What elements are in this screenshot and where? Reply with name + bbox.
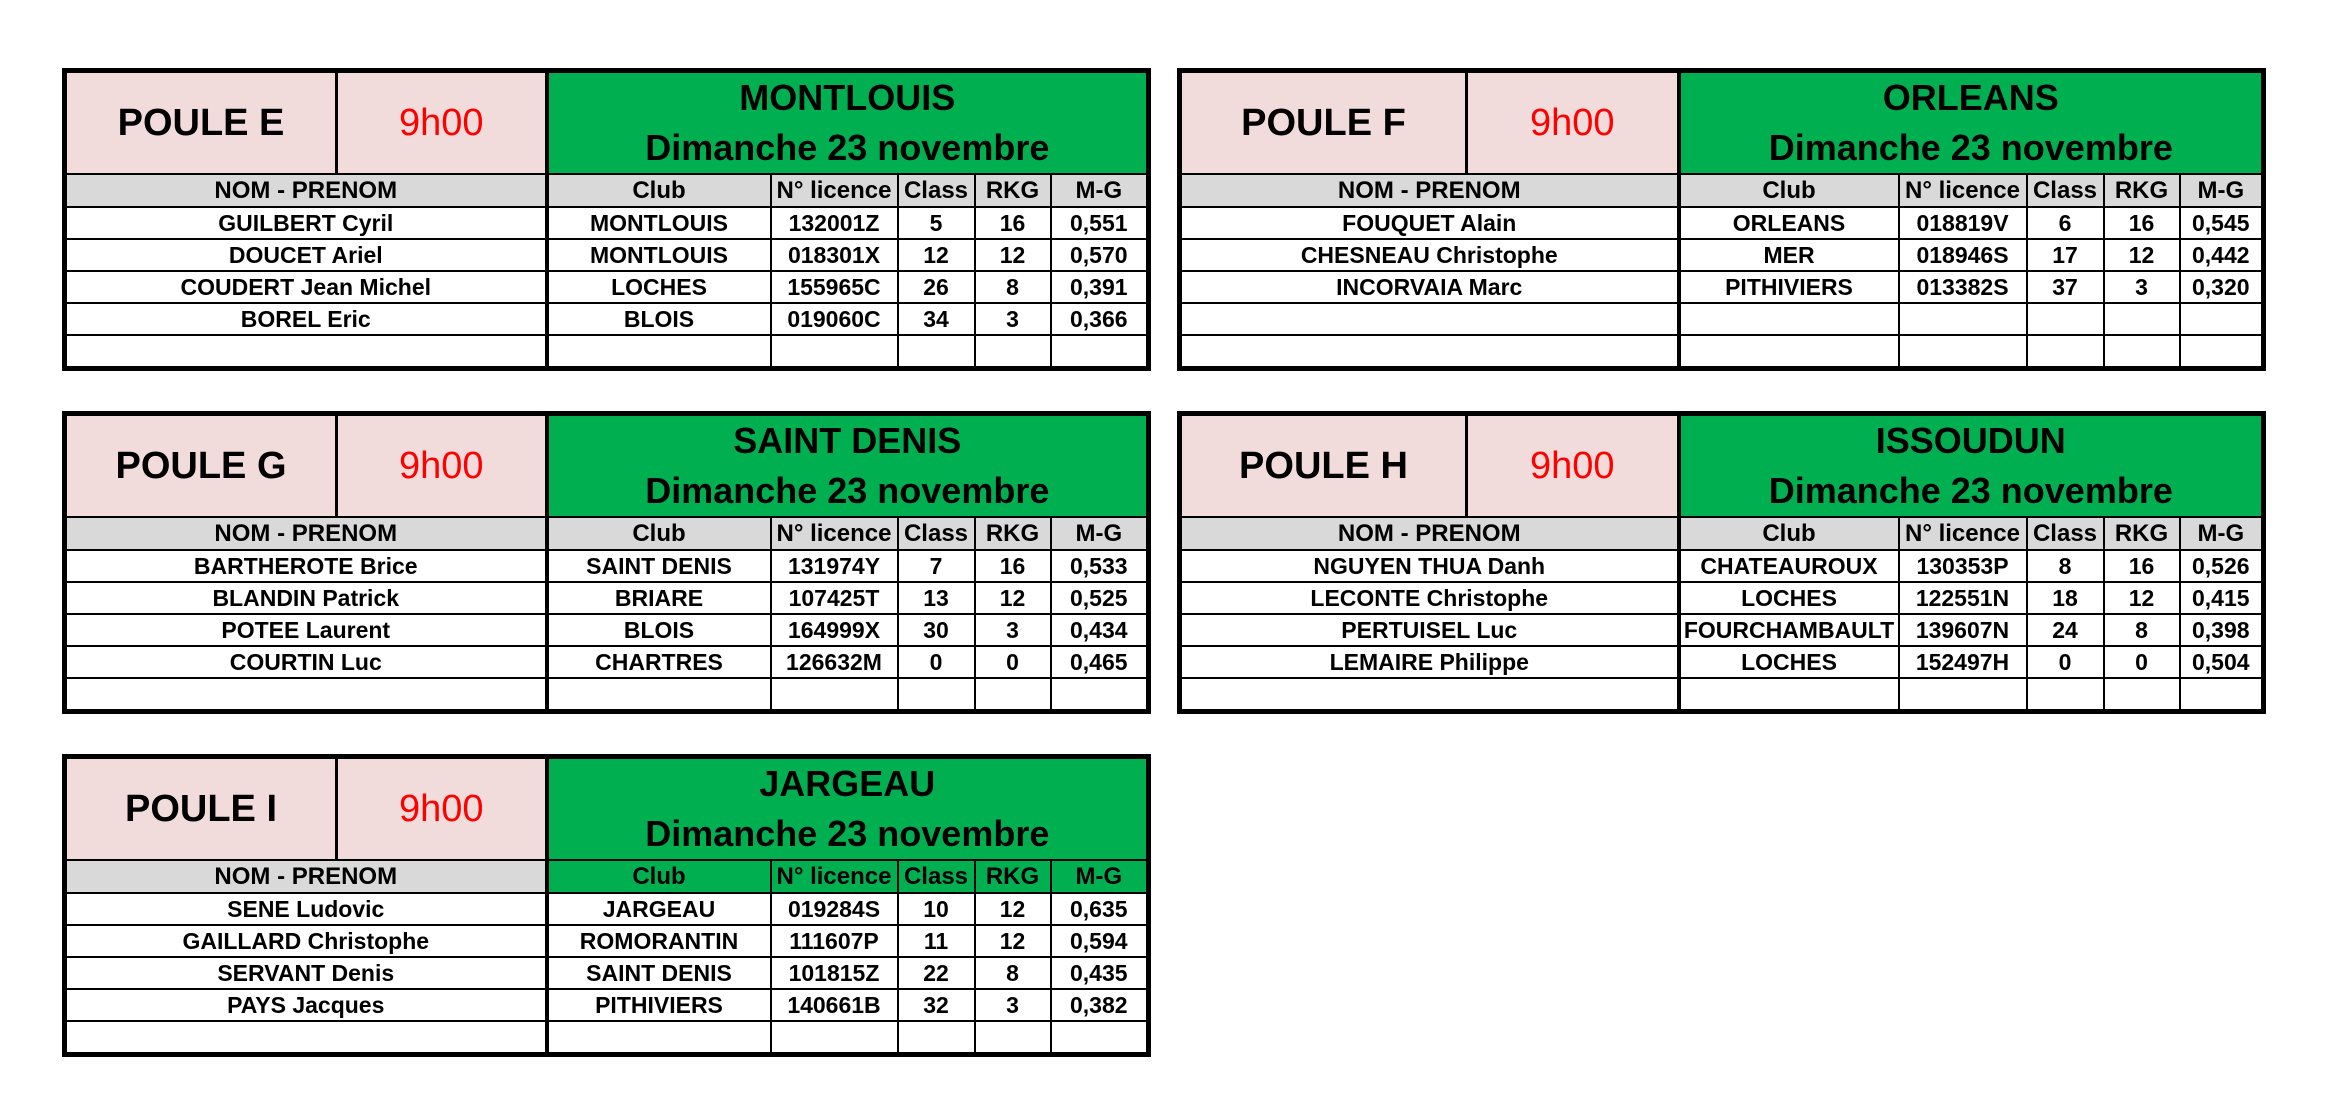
table-row xyxy=(1180,335,2264,369)
col-club-header: Club xyxy=(547,860,771,893)
poule-g-block xyxy=(62,411,1146,714)
table-row xyxy=(65,614,1149,646)
player-name xyxy=(65,1021,547,1055)
poule-i-block xyxy=(62,754,1146,1057)
col-class-header: Class xyxy=(2027,174,2104,207)
player-name: FOUQUET Alain xyxy=(1180,207,1679,239)
poule-title: POULE H xyxy=(1180,414,1467,518)
col-mg-header: M-G xyxy=(1051,860,1149,893)
column-header-row xyxy=(1180,517,2264,550)
player-club xyxy=(547,678,771,712)
player-mg xyxy=(1051,1021,1149,1055)
player-club: CHARTRES xyxy=(547,646,771,678)
table-row xyxy=(65,582,1149,614)
poule-title: POULE F xyxy=(1180,71,1467,175)
player-name: LEMAIRE Philippe xyxy=(1180,646,1679,678)
player-name: SERVANT Denis xyxy=(65,957,547,989)
player-class: 6 xyxy=(2027,207,2104,239)
player-club: BRIARE xyxy=(547,582,771,614)
col-licence-header: N° licence xyxy=(1899,517,2027,550)
col-licence-header: N° licence xyxy=(771,860,898,893)
player-name: SENE Ludovic xyxy=(65,893,547,925)
player-class: 30 xyxy=(898,614,975,646)
player-club xyxy=(1679,335,1899,369)
player-class xyxy=(898,678,975,712)
table-row xyxy=(65,893,1149,925)
player-mg: 0,525 xyxy=(1051,582,1149,614)
poule-title: POULE G xyxy=(65,414,337,518)
player-licence: 019060C xyxy=(771,303,898,335)
table-row xyxy=(65,925,1149,957)
col-name-header: NOM - PRENOM xyxy=(1180,517,1679,550)
table-row xyxy=(1180,303,2264,335)
table-row xyxy=(1180,582,2264,614)
player-mg: 0,398 xyxy=(2180,614,2264,646)
table-row xyxy=(1180,207,2264,239)
player-class: 8 xyxy=(2027,550,2104,582)
player-rkg: 12 xyxy=(975,582,1051,614)
player-rkg: 0 xyxy=(2104,646,2180,678)
player-rkg: 3 xyxy=(975,303,1051,335)
player-licence xyxy=(771,335,898,369)
poule-venue xyxy=(547,414,1149,518)
player-class: 22 xyxy=(898,957,975,989)
col-class-header: Class xyxy=(898,860,975,893)
player-name: COUDERT Jean Michel xyxy=(65,271,547,303)
player-class: 5 xyxy=(898,207,975,239)
table-row xyxy=(65,646,1149,678)
poule-h-block xyxy=(1177,411,2261,714)
poule-time: 9h00 xyxy=(1467,414,1679,518)
poule-title: POULE I xyxy=(65,757,337,861)
player-rkg: 8 xyxy=(2104,614,2180,646)
player-class: 0 xyxy=(2027,646,2104,678)
player-mg: 0,551 xyxy=(1051,207,1149,239)
player-name: PAYS Jacques xyxy=(65,989,547,1021)
poule-venue xyxy=(1679,414,2264,518)
col-mg-header: M-G xyxy=(2180,517,2264,550)
player-club xyxy=(1679,678,1899,712)
player-rkg xyxy=(975,335,1051,369)
col-mg-header: M-G xyxy=(2180,174,2264,207)
player-mg: 0,594 xyxy=(1051,925,1149,957)
player-class: 13 xyxy=(898,582,975,614)
table-row xyxy=(65,957,1149,989)
player-mg: 0,435 xyxy=(1051,957,1149,989)
player-club xyxy=(1679,303,1899,335)
player-rkg: 12 xyxy=(2104,582,2180,614)
table-row xyxy=(65,989,1149,1021)
player-club: PITHIVIERS xyxy=(1679,271,1899,303)
poule-table xyxy=(1177,68,2266,371)
player-class: 37 xyxy=(2027,271,2104,303)
poule-time: 9h00 xyxy=(337,71,547,175)
poule-venue xyxy=(547,757,1149,861)
col-mg-header: M-G xyxy=(1051,174,1149,207)
player-licence: 130353P xyxy=(1899,550,2027,582)
player-name xyxy=(65,335,547,369)
col-rkg-header: RKG xyxy=(2104,517,2180,550)
player-club: SAINT DENIS xyxy=(547,957,771,989)
col-club-header: Club xyxy=(1679,517,1899,550)
player-licence: 155965C xyxy=(771,271,898,303)
poule-table xyxy=(62,68,1151,371)
player-club: FOURCHAMBAULT xyxy=(1679,614,1899,646)
col-rkg-header: RKG xyxy=(2104,174,2180,207)
player-mg xyxy=(2180,303,2264,335)
player-class xyxy=(2027,678,2104,712)
col-licence-header: N° licence xyxy=(1899,174,2027,207)
player-club: BLOIS xyxy=(547,303,771,335)
venue-city: ISSOUDUN xyxy=(1875,420,2066,461)
player-class: 24 xyxy=(2027,614,2104,646)
player-name xyxy=(1180,678,1679,712)
player-rkg xyxy=(975,1021,1051,1055)
player-name: INCORVAIA Marc xyxy=(1180,271,1679,303)
player-licence: 152497H xyxy=(1899,646,2027,678)
venue-city: ORLEANS xyxy=(1882,77,2059,118)
col-rkg-header: RKG xyxy=(975,860,1051,893)
col-club-header: Club xyxy=(547,517,771,550)
player-rkg: 16 xyxy=(975,550,1051,582)
player-licence: 111607P xyxy=(771,925,898,957)
player-rkg: 12 xyxy=(2104,239,2180,271)
player-name: NGUYEN THUA Danh xyxy=(1180,550,1679,582)
player-rkg: 0 xyxy=(975,646,1051,678)
player-name: BOREL Eric xyxy=(65,303,547,335)
player-name: GAILLARD Christophe xyxy=(65,925,547,957)
player-licence: 101815Z xyxy=(771,957,898,989)
player-name: POTEE Laurent xyxy=(65,614,547,646)
table-row xyxy=(1180,614,2264,646)
player-licence: 139607N xyxy=(1899,614,2027,646)
player-mg xyxy=(2180,678,2264,712)
table-row xyxy=(1180,678,2264,712)
player-club xyxy=(547,335,771,369)
player-rkg: 12 xyxy=(975,925,1051,957)
player-name: BARTHEROTE Brice xyxy=(65,550,547,582)
venue-date: Dimanche 23 novembre xyxy=(645,470,1050,511)
player-mg: 0,526 xyxy=(2180,550,2264,582)
player-club: ORLEANS xyxy=(1679,207,1899,239)
col-mg-header: M-G xyxy=(1051,517,1149,550)
col-name-header: NOM - PRENOM xyxy=(65,174,547,207)
player-licence xyxy=(771,678,898,712)
player-mg: 0,442 xyxy=(2180,239,2264,271)
player-rkg: 12 xyxy=(975,239,1051,271)
player-name: GUILBERT Cyril xyxy=(65,207,547,239)
player-licence: 126632M xyxy=(771,646,898,678)
col-club-header: Club xyxy=(547,174,771,207)
table-row xyxy=(65,207,1149,239)
player-class: 7 xyxy=(898,550,975,582)
col-rkg-header: RKG xyxy=(975,517,1051,550)
player-rkg xyxy=(2104,303,2180,335)
player-club: SAINT DENIS xyxy=(547,550,771,582)
player-club: ROMORANTIN xyxy=(547,925,771,957)
poule-f-block xyxy=(1177,68,2261,371)
player-class xyxy=(2027,303,2104,335)
player-licence: 019284S xyxy=(771,893,898,925)
player-rkg: 16 xyxy=(2104,550,2180,582)
player-rkg xyxy=(2104,335,2180,369)
player-mg: 0,504 xyxy=(2180,646,2264,678)
player-licence xyxy=(771,1021,898,1055)
table-row xyxy=(65,678,1149,712)
table-row xyxy=(1180,550,2264,582)
col-class-header: Class xyxy=(898,517,975,550)
player-class xyxy=(898,335,975,369)
player-class: 17 xyxy=(2027,239,2104,271)
poule-venue xyxy=(1679,71,2264,175)
venue-date: Dimanche 23 novembre xyxy=(1768,470,2173,511)
col-club-header: Club xyxy=(1679,174,1899,207)
poule-table xyxy=(62,754,1151,1057)
col-class-header: Class xyxy=(898,174,975,207)
player-club: MONTLOUIS xyxy=(547,239,771,271)
player-rkg: 12 xyxy=(975,893,1051,925)
player-club xyxy=(547,1021,771,1055)
player-class: 11 xyxy=(898,925,975,957)
player-mg: 0,391 xyxy=(1051,271,1149,303)
player-name: BLANDIN Patrick xyxy=(65,582,547,614)
column-header-row xyxy=(65,517,1149,550)
player-club: LOCHES xyxy=(1679,582,1899,614)
venue-city: JARGEAU xyxy=(759,763,936,804)
player-mg xyxy=(2180,335,2264,369)
player-rkg: 8 xyxy=(975,957,1051,989)
table-row xyxy=(1180,271,2264,303)
venue-date: Dimanche 23 novembre xyxy=(1768,127,2173,168)
player-name: CHESNEAU Christophe xyxy=(1180,239,1679,271)
player-licence xyxy=(1899,678,2027,712)
table-row xyxy=(1180,646,2264,678)
col-rkg-header: RKG xyxy=(975,174,1051,207)
player-rkg: 3 xyxy=(975,989,1051,1021)
player-class: 0 xyxy=(898,646,975,678)
player-name: PERTUISEL Luc xyxy=(1180,614,1679,646)
table-row xyxy=(65,271,1149,303)
poule-venue xyxy=(547,71,1149,175)
player-mg: 0,533 xyxy=(1051,550,1149,582)
player-club: MER xyxy=(1679,239,1899,271)
col-licence-header: N° licence xyxy=(771,517,898,550)
poule-e-block xyxy=(62,68,1146,371)
player-rkg: 3 xyxy=(975,614,1051,646)
player-class: 34 xyxy=(898,303,975,335)
venue-date: Dimanche 23 novembre xyxy=(645,127,1050,168)
player-licence: 122551N xyxy=(1899,582,2027,614)
player-class: 18 xyxy=(2027,582,2104,614)
table-row xyxy=(65,335,1149,369)
player-mg: 0,635 xyxy=(1051,893,1149,925)
player-club: CHATEAUROUX xyxy=(1679,550,1899,582)
column-header-row xyxy=(65,174,1149,207)
player-class xyxy=(898,1021,975,1055)
player-licence xyxy=(1899,303,2027,335)
venue-city: MONTLOUIS xyxy=(739,77,956,118)
player-rkg: 16 xyxy=(2104,207,2180,239)
player-mg: 0,570 xyxy=(1051,239,1149,271)
player-club: PITHIVIERS xyxy=(547,989,771,1021)
poule-table xyxy=(1177,411,2266,714)
table-row xyxy=(65,1021,1149,1055)
col-name-header: NOM - PRENOM xyxy=(1180,174,1679,207)
table-row xyxy=(65,303,1149,335)
column-header-row xyxy=(1180,174,2264,207)
table-row xyxy=(1180,239,2264,271)
player-name xyxy=(1180,335,1679,369)
player-rkg xyxy=(2104,678,2180,712)
player-club: BLOIS xyxy=(547,614,771,646)
col-name-header: NOM - PRENOM xyxy=(65,860,547,893)
player-name xyxy=(65,678,547,712)
player-class: 10 xyxy=(898,893,975,925)
player-licence: 140661B xyxy=(771,989,898,1021)
player-name: COURTIN Luc xyxy=(65,646,547,678)
player-licence: 018819V xyxy=(1899,207,2027,239)
player-class: 12 xyxy=(898,239,975,271)
player-licence: 107425T xyxy=(771,582,898,614)
player-rkg: 8 xyxy=(975,271,1051,303)
player-mg: 0,382 xyxy=(1051,989,1149,1021)
player-licence: 164999X xyxy=(771,614,898,646)
col-name-header: NOM - PRENOM xyxy=(65,517,547,550)
poule-table xyxy=(62,411,1151,714)
player-class xyxy=(2027,335,2104,369)
poule-title: POULE E xyxy=(65,71,337,175)
poule-time: 9h00 xyxy=(1467,71,1679,175)
player-mg xyxy=(1051,678,1149,712)
player-name xyxy=(1180,303,1679,335)
poule-time: 9h00 xyxy=(337,757,547,861)
player-rkg: 16 xyxy=(975,207,1051,239)
player-mg: 0,366 xyxy=(1051,303,1149,335)
player-licence xyxy=(1899,335,2027,369)
player-class: 26 xyxy=(898,271,975,303)
table-row xyxy=(65,239,1149,271)
player-mg xyxy=(1051,335,1149,369)
player-club: MONTLOUIS xyxy=(547,207,771,239)
player-club: LOCHES xyxy=(547,271,771,303)
player-mg: 0,320 xyxy=(2180,271,2264,303)
col-licence-header: N° licence xyxy=(771,174,898,207)
col-class-header: Class xyxy=(2027,517,2104,550)
player-club: LOCHES xyxy=(1679,646,1899,678)
player-club: JARGEAU xyxy=(547,893,771,925)
column-header-row xyxy=(65,860,1149,893)
player-licence: 132001Z xyxy=(771,207,898,239)
player-licence: 018946S xyxy=(1899,239,2027,271)
player-mg: 0,545 xyxy=(2180,207,2264,239)
venue-date: Dimanche 23 novembre xyxy=(645,813,1050,854)
player-mg: 0,434 xyxy=(1051,614,1149,646)
player-rkg: 3 xyxy=(2104,271,2180,303)
player-mg: 0,415 xyxy=(2180,582,2264,614)
player-licence: 018301X xyxy=(771,239,898,271)
player-rkg xyxy=(975,678,1051,712)
player-licence: 013382S xyxy=(1899,271,2027,303)
player-licence: 131974Y xyxy=(771,550,898,582)
table-row xyxy=(65,550,1149,582)
venue-city: SAINT DENIS xyxy=(733,420,962,461)
player-name: LECONTE Christophe xyxy=(1180,582,1679,614)
player-name: DOUCET Ariel xyxy=(65,239,547,271)
player-class: 32 xyxy=(898,989,975,1021)
poule-time: 9h00 xyxy=(337,414,547,518)
player-mg: 0,465 xyxy=(1051,646,1149,678)
